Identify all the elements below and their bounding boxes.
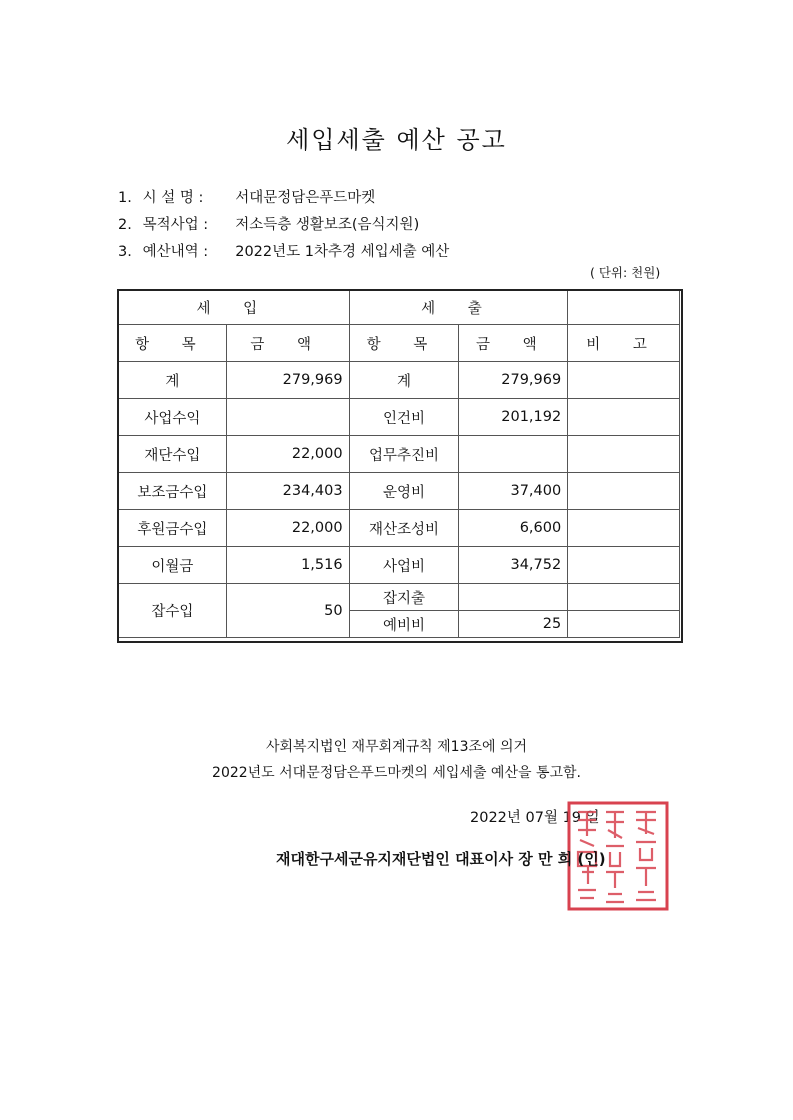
expense-item: 잡지출 <box>349 584 459 611</box>
info-key: 목적사업 : <box>142 217 209 233</box>
income-item: 보조금수입 <box>119 473 227 510</box>
income-item: 이월금 <box>119 547 227 584</box>
income-item: 잡수입 <box>119 584 227 638</box>
income-group-header: 세 입 <box>119 291 350 325</box>
note-cell <box>568 473 680 510</box>
signer-line: 재대한구세군유지재단법인 대표이사 장 만 희 (인) <box>276 850 606 868</box>
expense-amount: 6,600 <box>459 510 568 547</box>
note-cell <box>568 584 680 611</box>
expense-amount: 25 <box>459 611 568 638</box>
table-row <box>119 510 680 547</box>
basis-line-notice: 2022년도 서대문정담은푸드마켓의 세입세출 예산을 통고함. <box>212 765 581 781</box>
info-value: 저소득층 생활보조(음식지원) <box>235 217 420 233</box>
expense-amount: 37,400 <box>459 473 568 510</box>
expense-group-header: 세 출 <box>349 291 568 325</box>
table-row <box>119 473 680 510</box>
income-item: 사업수익 <box>119 399 227 436</box>
income-amount <box>226 399 349 436</box>
info-number: 1. <box>118 190 132 206</box>
expense-item: 인건비 <box>349 399 459 436</box>
expense-item: 사업비 <box>349 547 459 584</box>
expense-amount: 34,752 <box>459 547 568 584</box>
info-key: 예산내역 : <box>142 244 209 260</box>
note-group-header <box>568 291 680 325</box>
table-column-header <box>119 325 680 362</box>
income-item: 재단수입 <box>119 436 227 473</box>
note-cell <box>568 399 680 436</box>
unit-label: ( 단위: 천원) <box>590 265 661 280</box>
income-amount: 279,969 <box>226 362 349 399</box>
note-cell <box>568 611 680 638</box>
income-amount-header: 금 액 <box>226 325 349 362</box>
expense-amount <box>459 436 568 473</box>
note-cell <box>568 547 680 584</box>
note-header: 비 고 <box>568 325 680 362</box>
expense-amount: 201,192 <box>459 399 568 436</box>
expense-item: 예비비 <box>349 611 459 638</box>
expense-item: 업무추진비 <box>349 436 459 473</box>
basis-line-regulation: 사회복지법인 재무회계규칙 제13조에 의거 <box>265 739 528 755</box>
info-value: 서대문정담은푸드마켓 <box>235 190 376 206</box>
expense-amount-header: 금 액 <box>459 325 568 362</box>
page-title: 세입세출 예산 공고 <box>286 126 507 154</box>
info-key: 시 설 명 : <box>142 190 204 206</box>
expense-item: 운영비 <box>349 473 459 510</box>
info-number: 2. <box>118 217 132 233</box>
table-row <box>119 584 680 611</box>
info-line-purpose <box>118 213 419 234</box>
income-amount: 22,000 <box>226 510 349 547</box>
table-row <box>119 547 680 584</box>
income-amount: 1,516 <box>226 547 349 584</box>
info-number: 3. <box>118 244 132 260</box>
income-amount: 234,403 <box>226 473 349 510</box>
table-row <box>119 399 680 436</box>
expense-amount <box>459 584 568 611</box>
expense-item-header: 항 목 <box>349 325 459 362</box>
expense-amount: 279,969 <box>459 362 568 399</box>
table-group-header <box>119 291 680 325</box>
info-value: 2022년도 1차추경 세입세출 예산 <box>235 244 450 260</box>
income-amount: 22,000 <box>226 436 349 473</box>
note-cell <box>568 362 680 399</box>
info-line-budget <box>118 240 449 261</box>
income-amount: 50 <box>226 584 349 638</box>
notice-date: 2022년 07월 19 일 <box>470 810 600 826</box>
expense-item: 계 <box>349 362 459 399</box>
expense-item: 재산조성비 <box>349 510 459 547</box>
income-item: 후원금수입 <box>119 510 227 547</box>
table-row <box>119 362 680 399</box>
income-item-header: 항 목 <box>119 325 227 362</box>
income-item: 계 <box>119 362 227 399</box>
budget-table <box>118 290 680 638</box>
note-cell <box>568 436 680 473</box>
info-line-facility <box>118 186 375 207</box>
note-cell <box>568 510 680 547</box>
table-row <box>119 436 680 473</box>
